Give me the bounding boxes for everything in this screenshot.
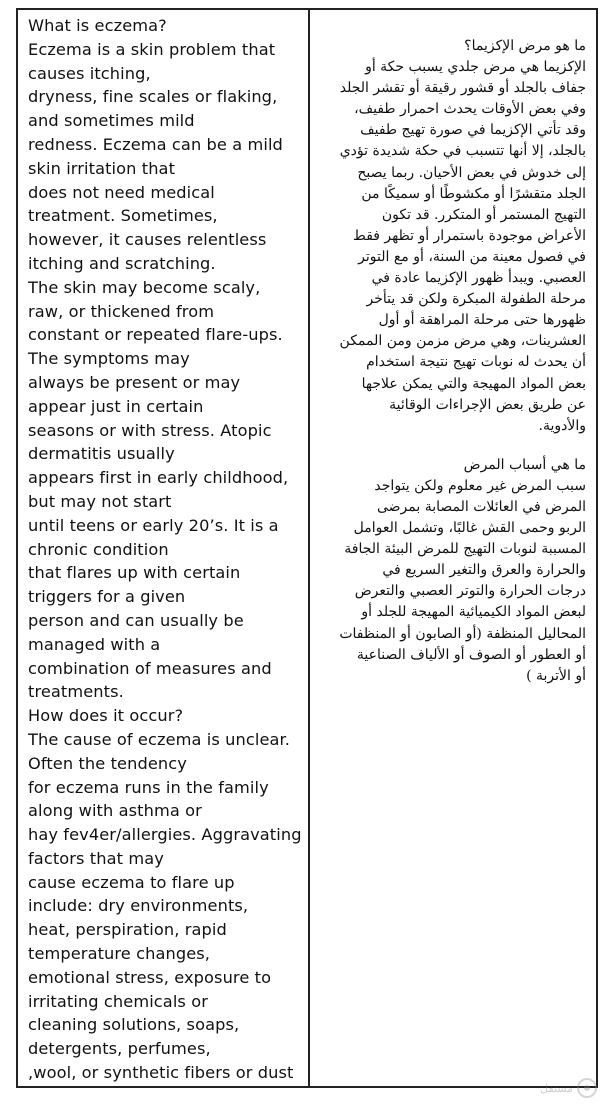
bilingual-table bbox=[16, 8, 598, 1088]
english-line: ,wool, or synthetic fibers or dust bbox=[28, 1063, 294, 1083]
arabic-line: إلى خدوش في بعض الأحيان. ربما يصبح bbox=[357, 164, 586, 181]
arabic-line: ما هي أسباب المرض bbox=[463, 456, 586, 473]
english-line: include: dry environments, bbox=[28, 896, 249, 916]
english-line: for eczema runs in the family bbox=[28, 777, 269, 797]
arabic-line: والأدوية. bbox=[538, 417, 586, 434]
arabic-line: بعض المواد المهيجة والتي يمكن علاجها bbox=[361, 375, 586, 392]
arabic-line: لبعض المواد الكيميائية المهيجة للجلد أو bbox=[361, 604, 586, 621]
arabic-line: أن يحدث له نوبات تهيج نتيجة استخدام bbox=[366, 354, 586, 371]
english-line: The skin may become scaly, bbox=[28, 277, 261, 297]
english-line: treatments. bbox=[28, 682, 124, 702]
arabic-line: الأعراض موجودة باستمرار أو تظهر فقط bbox=[352, 227, 586, 244]
english-line: appear just in certain bbox=[28, 396, 204, 416]
arabic-line: وفي بعض الأوقات يحدث احمرار طفيف، bbox=[354, 101, 586, 118]
arabic-line: جفاف بالجلد أو قشور رقيقة أو تقشر الجلد bbox=[339, 80, 586, 97]
english-line: redness. Eczema can be a mild bbox=[28, 134, 283, 154]
english-line: itching and scratching. bbox=[28, 253, 216, 273]
arabic-block-causes bbox=[318, 455, 586, 687]
english-line: dermatitis usually bbox=[28, 444, 175, 464]
arabic-line: بالجلد، إلا أنها تتسبب في حكة شديدة تؤدي bbox=[339, 143, 586, 160]
english-line: does not need medical bbox=[28, 182, 215, 202]
english-line: constant or repeated flare-ups. bbox=[28, 325, 283, 345]
english-line: along with asthma or bbox=[28, 801, 202, 821]
watermark-logo bbox=[540, 1078, 597, 1098]
arabic-line: المرض في العائلات المصابة بمرضى bbox=[377, 498, 586, 515]
english-line: until teens or early 20’s. It is a bbox=[28, 515, 279, 535]
arabic-line: الجلد متقشرًا أو مكشوطًا أو سميكًا من bbox=[361, 185, 586, 202]
arabic-line: والحرارة والعرق والتغير السريع في bbox=[382, 562, 586, 579]
english-line: however, it causes relentless bbox=[28, 230, 267, 250]
english-line: treatment. Sometimes, bbox=[28, 206, 218, 226]
arabic-line: أو الأتربة ) bbox=[526, 667, 586, 684]
english-line: appears first in early childhood, bbox=[28, 468, 289, 488]
english-line: The cause of eczema is unclear. bbox=[28, 729, 291, 749]
english-line: combination of measures and bbox=[28, 658, 272, 678]
arabic-line: سبب المرض غير معلوم ولكن يتواجد bbox=[374, 477, 586, 494]
arabic-line: درجات الحرارة والتوتر العصبي والتعرض bbox=[354, 583, 586, 600]
arabic-line: المسببة لنوبات التهيج للمرض البيئة الجافة bbox=[344, 541, 586, 558]
english-line: cause eczema to flare up bbox=[28, 872, 235, 892]
english-line: detergents, perfumes, bbox=[28, 1039, 211, 1059]
arabic-line: العشرينات، وهي مرض مزمن ومن الممكن bbox=[339, 333, 586, 350]
english-line: skin irritation that bbox=[28, 158, 176, 178]
arabic-line: أو العطور أو الصوف أو الألياف الصناعية bbox=[356, 646, 586, 663]
arabic-line: العصبي. ويبدأ ظهور الإكزيما عادة في bbox=[371, 270, 586, 287]
logo-icon bbox=[577, 1078, 597, 1098]
english-line: What is eczema? bbox=[28, 16, 167, 35]
arabic-line: مرحلة الطفولة المبكرة ولكن قد يتأخر bbox=[366, 291, 586, 308]
english-line: person and can usually be bbox=[28, 610, 244, 630]
arabic-line: ظهورها حتى مرحلة المراهقة أو أول bbox=[378, 312, 586, 329]
english-column bbox=[18, 10, 310, 1086]
arabic-line: في فصول معينة من السنة، أو مع التوتر bbox=[358, 248, 586, 265]
english-line: and sometimes mild bbox=[28, 111, 195, 131]
arabic-line: وقد تأتي الإكزيما في صورة تهيج طفيف bbox=[360, 122, 586, 139]
arabic-line: الربو وحمى القش غالبًا، وتشمل العوامل bbox=[353, 520, 586, 537]
english-line: irritating chemicals or bbox=[28, 991, 208, 1011]
arabic-line: التهيج المستمر أو المتكرر. قد تكون bbox=[381, 206, 586, 223]
english-line: Eczema is a skin problem that bbox=[28, 39, 276, 59]
english-line: causes itching, bbox=[28, 63, 151, 83]
arabic-column bbox=[310, 10, 596, 1086]
english-line: How does it occur? bbox=[28, 706, 184, 726]
english-line: that flares up with certain bbox=[28, 563, 241, 583]
english-line: managed with a bbox=[28, 634, 161, 654]
english-line: temperature changes, bbox=[28, 944, 211, 964]
arabic-line: ما هو مرض الإكزيما؟ bbox=[464, 38, 586, 54]
arabic-line: الإكزيما هي مرض جلدي يسبب حكة أو bbox=[365, 59, 586, 76]
watermark-text: مستقل bbox=[540, 1081, 573, 1095]
arabic-line: المحاليل المنظفة (أو الصابون أو المنظفات bbox=[339, 625, 586, 642]
arabic-line: عن طريق بعض الإجراءات الوقائية bbox=[389, 396, 586, 413]
english-line: triggers for a given bbox=[28, 587, 186, 607]
english-line: dryness, fine scales or flaking, bbox=[28, 87, 278, 107]
english-line: chronic condition bbox=[28, 539, 169, 559]
english-line: emotional stress, exposure to bbox=[28, 967, 272, 987]
english-line: cleaning solutions, soaps, bbox=[28, 1015, 240, 1035]
english-line: raw, or thickened from bbox=[28, 301, 215, 321]
english-line: hay fev4er/allergies. Aggravating bbox=[28, 825, 302, 845]
english-line: heat, perspiration, rapid bbox=[28, 920, 227, 940]
english-line: factors that may bbox=[28, 848, 164, 868]
english-line: always be present or may bbox=[28, 372, 241, 392]
english-line: but may not start bbox=[28, 491, 172, 511]
english-line: The symptoms may bbox=[28, 349, 190, 369]
english-line: seasons or with stress. Atopic bbox=[28, 420, 272, 440]
english-line: Often the tendency bbox=[28, 753, 187, 773]
arabic-block-what-is-eczema bbox=[318, 36, 586, 437]
